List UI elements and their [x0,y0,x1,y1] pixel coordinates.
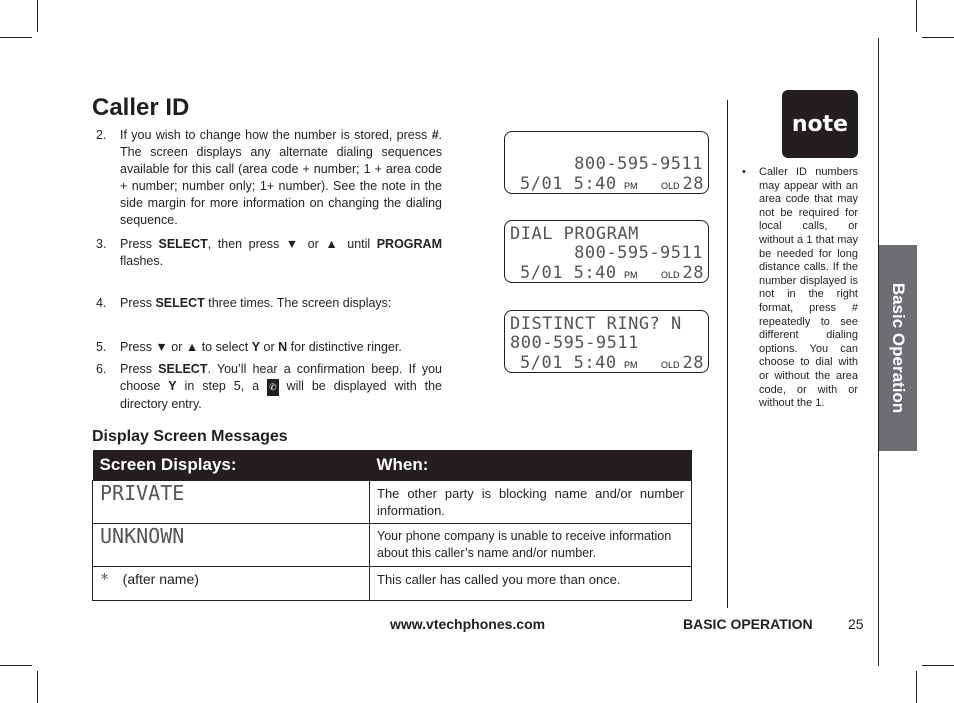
screen-display-text: * [100,570,110,588]
step-item [96,236,442,270]
table-row [93,524,692,567]
table-cell [93,524,370,567]
lcd-date: 5/01 5:40 [520,263,617,283]
column-header: Screen Displays: [93,450,370,481]
page-number: 25 [848,616,864,632]
crop-mark [37,671,38,703]
lcd-count: 28 [682,353,704,373]
page-title: Caller ID [92,94,190,121]
lcd-ampm: PM [624,360,638,370]
table-cell: Your phone company is unable to receive information about this caller’s name and/or number. [370,524,692,567]
lcd-number: 800-595-9511 [574,243,703,263]
step-number: 4. [96,296,107,310]
step-text: Press ▼ or ▲ to select Y or N for distinctive ringer. [120,340,402,354]
crop-mark [0,665,32,666]
lcd-date: 5/01 5:40 [520,353,617,373]
lcd-old: OLD [661,360,680,370]
table-cell: The other party is blocking name and/or number information. [370,481,692,524]
lcd-ampm: PM [624,270,638,280]
lcd-old: OLD [661,270,680,280]
step-text: Press SELECT, then press ▼ or ▲ until PROGRAM flashes. [120,237,442,268]
step-text: Press SELECT. You’ll hear a confirmation beep. If you choose Y in step 5, a ✆ will be displayed with the directory entry. [120,362,443,411]
lcd-date: 5/01 5:40 [520,174,617,194]
step-item [96,295,442,312]
section-heading: Display Screen Messages [92,428,288,445]
table-cell [93,481,370,524]
lcd-screen [504,131,709,194]
crop-mark [0,37,32,38]
note-text: Caller ID numbers may appear with an area code that may not be required for local calls, or without a 1 that may be needed for long distance calls. If the number displayed is not in the right format, press # repeatedly to see different dialing options. You can choose to dial with or without the area code, or with or without the 1. [759,166,858,410]
table-header-row [93,450,692,481]
footer-url: www.vtechphones.com [390,616,546,632]
crop-mark [922,37,954,38]
step-text: Press SELECT three times. The screen displays: [120,296,392,310]
lcd-count: 28 [682,174,704,194]
table-row [93,481,692,524]
section-tab [879,245,917,451]
table-row [93,567,692,601]
crop-mark [916,671,917,703]
step-number: 3. [96,237,107,251]
step-item [96,361,442,413]
crop-mark [37,0,38,32]
display-messages-table [92,450,692,601]
screen-display-text: UNKNOWN [100,524,185,548]
crop-mark [922,665,954,666]
column-header: When: [370,450,692,481]
table-cell [93,567,370,601]
footer-section: BASIC OPERATION [683,616,813,632]
lcd-ampm: PM [624,181,638,191]
lcd-number: 800-595-9511 [574,154,703,174]
step-item [96,127,442,229]
lcd-line1: DIAL PROGRAM [510,224,639,244]
note-item [742,166,858,411]
note-badge: note [782,90,858,158]
step-number: 2. [96,128,107,142]
step-item [96,339,442,356]
step-number: 6. [96,362,107,376]
lcd-screen [504,220,709,283]
table-cell: This caller has called you more than once. [370,567,692,601]
screen-display-suffix: (after name) [122,571,199,587]
margin-divider [727,100,728,608]
lcd-count: 28 [682,263,704,283]
step-number: 5. [96,340,107,354]
step-text: If you wish to change how the number is stored, press #. The screen displays any alternate dialing sequences available for this call (area code + number; 1 + area code + number; number only; 1+ number). See the note in the side margin for more information on changing the dialing sequence. [120,128,442,227]
bullet-icon: • [742,166,746,178]
screen-display-text: PRIVATE [100,481,185,505]
section-tab-label: Basic Operation [889,282,908,414]
crop-mark [916,0,917,32]
lcd-line1: DISTINCT RING? N [510,314,682,334]
lcd-number: 800-595-9511 [510,333,639,353]
lcd-screen [504,310,709,373]
side-note [742,166,858,411]
lcd-old: OLD [661,181,680,191]
